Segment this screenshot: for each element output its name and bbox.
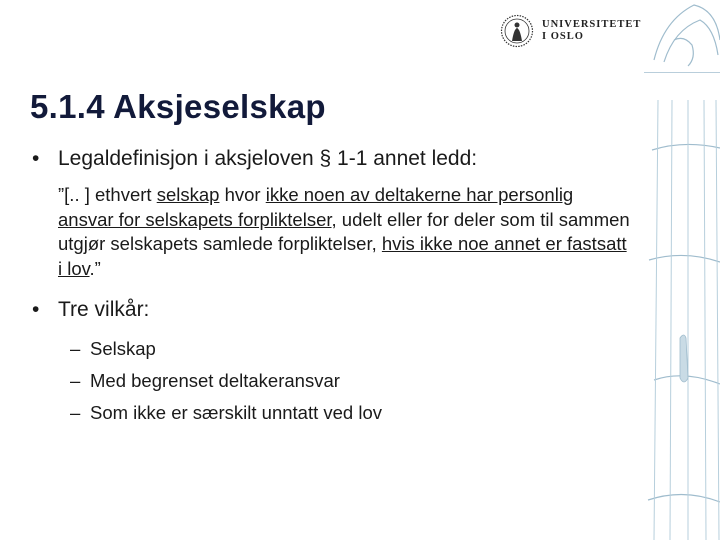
list-item-text: Selskap xyxy=(90,338,156,359)
list-item-text: Med begrenset deltakeransvar xyxy=(90,370,340,391)
definition-quote xyxy=(58,183,633,281)
quote-underline-1: selskap xyxy=(156,184,220,205)
list-item-text: Som ikke er særskilt unntatt ved lov xyxy=(90,402,382,423)
dash-marker: – xyxy=(70,338,81,359)
quote-part-2: hvor xyxy=(219,184,266,205)
slide-title: 5.1.4 Aksjeselskap xyxy=(30,88,326,125)
list-item xyxy=(70,333,382,365)
bullet-marker: • xyxy=(32,298,40,321)
bullet-marker: • xyxy=(32,147,40,170)
quote-part-3: , udelt eller for deler som til sammen utgjør selskapets samlede forpliktelser, xyxy=(58,208,630,254)
quote-underline-2: ikke noen av deltakerne har personlig ansvar for selskapets forpliktelser xyxy=(58,184,574,230)
list-item xyxy=(70,365,382,397)
university-seal-icon xyxy=(500,14,534,48)
bullet-text: Tre vilkår: xyxy=(58,298,150,321)
bullet-text: Legaldefinisjon i aksjeloven § 1-1 annet ledd: xyxy=(58,147,478,170)
university-logo xyxy=(500,14,641,48)
conditions-list xyxy=(70,333,382,429)
statue-decoration xyxy=(644,0,720,540)
dash-marker: – xyxy=(70,370,81,391)
bullet-conditions xyxy=(32,298,149,322)
dash-marker: – xyxy=(70,402,81,423)
quote-underline-3: hvis ikke noe annet er fastsatt i lov xyxy=(58,233,627,279)
list-item xyxy=(70,397,382,429)
logo-line-2: I OSLO xyxy=(542,31,584,42)
quote-part-1: ”[.. ] ethvert xyxy=(58,184,157,205)
quote-part-4: .” xyxy=(89,257,101,279)
logo-line-1: UNIVERSITETET xyxy=(542,19,642,30)
bullet-definition xyxy=(32,147,477,171)
